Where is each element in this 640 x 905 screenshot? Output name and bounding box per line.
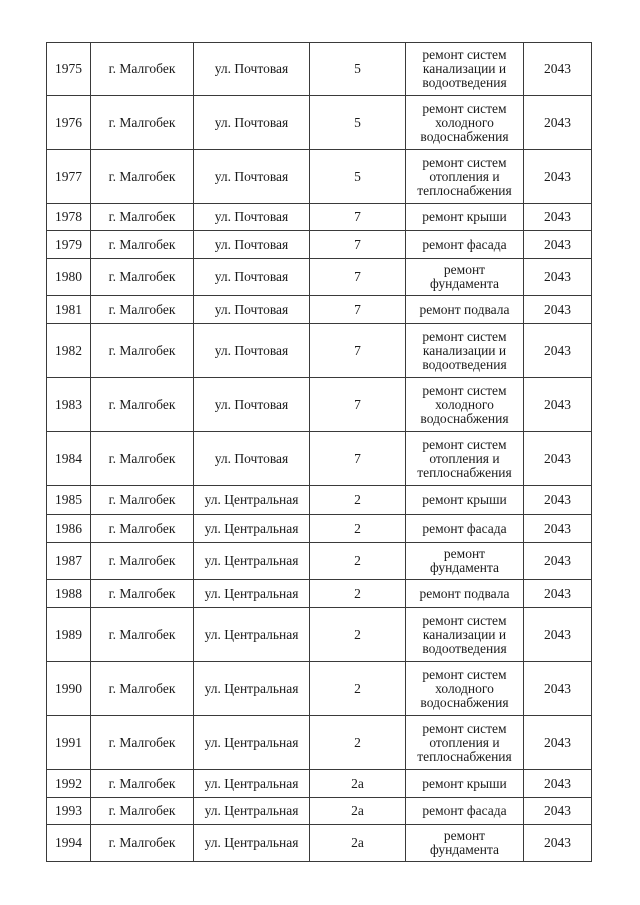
repair-schedule-table — [46, 42, 592, 862]
street-cell: ул. Центральная — [194, 716, 310, 770]
table-row — [47, 296, 592, 324]
row-number-cell: 1981 — [47, 296, 91, 324]
work-type-cell: ремонт фасада — [406, 515, 524, 543]
house-number-cell: 5 — [310, 96, 406, 150]
city-cell: г. Малгобек — [91, 96, 194, 150]
street-cell: ул. Центральная — [194, 608, 310, 662]
city-cell: г. Малгобек — [91, 204, 194, 231]
work-type-cell: ремонт крыши — [406, 486, 524, 515]
table-row — [47, 432, 592, 486]
table-row — [47, 96, 592, 150]
row-number-cell: 1985 — [47, 486, 91, 515]
table-row — [47, 204, 592, 231]
year-cell: 2043 — [524, 580, 592, 608]
table-row — [47, 825, 592, 862]
row-number-cell: 1980 — [47, 259, 91, 296]
row-number-cell: 1994 — [47, 825, 91, 862]
table-row — [47, 798, 592, 825]
house-number-cell: 2 — [310, 608, 406, 662]
table-row — [47, 231, 592, 259]
street-cell: ул. Почтовая — [194, 204, 310, 231]
street-cell: ул. Почтовая — [194, 43, 310, 96]
row-number-cell: 1977 — [47, 150, 91, 204]
work-type-cell: ремонт систем канализации и водоотведения — [406, 324, 524, 378]
work-type-cell: ремонт крыши — [406, 204, 524, 231]
street-cell: ул. Центральная — [194, 825, 310, 862]
year-cell: 2043 — [524, 432, 592, 486]
house-number-cell: 2 — [310, 662, 406, 716]
house-number-cell: 2 — [310, 486, 406, 515]
city-cell: г. Малгобек — [91, 150, 194, 204]
row-number-cell: 1976 — [47, 96, 91, 150]
row-number-cell: 1989 — [47, 608, 91, 662]
row-number-cell: 1979 — [47, 231, 91, 259]
row-number-cell: 1991 — [47, 716, 91, 770]
house-number-cell: 7 — [310, 378, 406, 432]
work-type-cell: ремонт подвала — [406, 296, 524, 324]
street-cell: ул. Центральная — [194, 798, 310, 825]
city-cell: г. Малгобек — [91, 259, 194, 296]
table-row — [47, 515, 592, 543]
street-cell: ул. Центральная — [194, 486, 310, 515]
work-type-cell: ремонт систем отопления и теплоснабжения — [406, 716, 524, 770]
house-number-cell: 7 — [310, 324, 406, 378]
house-number-cell: 7 — [310, 231, 406, 259]
year-cell: 2043 — [524, 378, 592, 432]
house-number-cell: 7 — [310, 432, 406, 486]
work-type-cell: ремонт фундамента — [406, 543, 524, 580]
city-cell: г. Малгобек — [91, 515, 194, 543]
street-cell: ул. Почтовая — [194, 324, 310, 378]
work-type-cell: ремонт фундамента — [406, 259, 524, 296]
work-type-cell: ремонт систем канализации и водоотведения — [406, 43, 524, 96]
city-cell: г. Малгобек — [91, 770, 194, 798]
city-cell: г. Малгобек — [91, 825, 194, 862]
work-type-cell: ремонт систем отопления и теплоснабжения — [406, 432, 524, 486]
street-cell: ул. Почтовая — [194, 96, 310, 150]
row-number-cell: 1990 — [47, 662, 91, 716]
table-row — [47, 580, 592, 608]
work-type-cell: ремонт систем отопления и теплоснабжения — [406, 150, 524, 204]
table-row — [47, 259, 592, 296]
house-number-cell: 5 — [310, 43, 406, 96]
work-type-cell: ремонт крыши — [406, 770, 524, 798]
row-number-cell: 1992 — [47, 770, 91, 798]
city-cell: г. Малгобек — [91, 378, 194, 432]
year-cell: 2043 — [524, 716, 592, 770]
table-row — [47, 486, 592, 515]
city-cell: г. Малгобек — [91, 231, 194, 259]
house-number-cell: 7 — [310, 296, 406, 324]
row-number-cell: 1993 — [47, 798, 91, 825]
year-cell: 2043 — [524, 608, 592, 662]
table-row — [47, 716, 592, 770]
row-number-cell: 1988 — [47, 580, 91, 608]
row-number-cell: 1987 — [47, 543, 91, 580]
year-cell: 2043 — [524, 296, 592, 324]
row-number-cell: 1984 — [47, 432, 91, 486]
street-cell: ул. Почтовая — [194, 378, 310, 432]
table-row — [47, 43, 592, 96]
work-type-cell: ремонт систем холодного водоснабжения — [406, 378, 524, 432]
house-number-cell: 7 — [310, 259, 406, 296]
row-number-cell: 1986 — [47, 515, 91, 543]
year-cell: 2043 — [524, 662, 592, 716]
city-cell: г. Малгобек — [91, 608, 194, 662]
year-cell: 2043 — [524, 486, 592, 515]
house-number-cell: 2 — [310, 543, 406, 580]
year-cell: 2043 — [524, 324, 592, 378]
year-cell: 2043 — [524, 150, 592, 204]
work-type-cell: ремонт фасада — [406, 231, 524, 259]
work-type-cell: ремонт фундамента — [406, 825, 524, 862]
table-row — [47, 770, 592, 798]
house-number-cell: 2 — [310, 580, 406, 608]
city-cell: г. Малгобек — [91, 662, 194, 716]
table-row — [47, 378, 592, 432]
city-cell: г. Малгобек — [91, 43, 194, 96]
table-row — [47, 608, 592, 662]
year-cell: 2043 — [524, 798, 592, 825]
table-body — [47, 43, 592, 862]
street-cell: ул. Почтовая — [194, 432, 310, 486]
street-cell: ул. Центральная — [194, 543, 310, 580]
work-type-cell: ремонт подвала — [406, 580, 524, 608]
street-cell: ул. Почтовая — [194, 150, 310, 204]
work-type-cell: ремонт систем канализации и водоотведения — [406, 608, 524, 662]
city-cell: г. Малгобек — [91, 580, 194, 608]
table-row — [47, 662, 592, 716]
row-number-cell: 1978 — [47, 204, 91, 231]
house-number-cell: 2а — [310, 825, 406, 862]
city-cell: г. Малгобек — [91, 486, 194, 515]
city-cell: г. Малгобек — [91, 543, 194, 580]
house-number-cell: 2а — [310, 798, 406, 825]
year-cell: 2043 — [524, 43, 592, 96]
work-type-cell: ремонт систем холодного водоснабжения — [406, 662, 524, 716]
house-number-cell: 2 — [310, 515, 406, 543]
work-type-cell: ремонт систем холодного водоснабжения — [406, 96, 524, 150]
house-number-cell: 7 — [310, 204, 406, 231]
street-cell: ул. Почтовая — [194, 231, 310, 259]
year-cell: 2043 — [524, 231, 592, 259]
row-number-cell: 1982 — [47, 324, 91, 378]
house-number-cell: 2а — [310, 770, 406, 798]
row-number-cell: 1983 — [47, 378, 91, 432]
house-number-cell: 2 — [310, 716, 406, 770]
city-cell: г. Малгобек — [91, 798, 194, 825]
year-cell: 2043 — [524, 259, 592, 296]
street-cell: ул. Почтовая — [194, 259, 310, 296]
row-number-cell: 1975 — [47, 43, 91, 96]
year-cell: 2043 — [524, 204, 592, 231]
city-cell: г. Малгобек — [91, 716, 194, 770]
street-cell: ул. Почтовая — [194, 296, 310, 324]
city-cell: г. Малгобек — [91, 432, 194, 486]
year-cell: 2043 — [524, 770, 592, 798]
house-number-cell: 5 — [310, 150, 406, 204]
year-cell: 2043 — [524, 96, 592, 150]
street-cell: ул. Центральная — [194, 515, 310, 543]
year-cell: 2043 — [524, 543, 592, 580]
street-cell: ул. Центральная — [194, 770, 310, 798]
street-cell: ул. Центральная — [194, 580, 310, 608]
city-cell: г. Малгобек — [91, 324, 194, 378]
table-row — [47, 324, 592, 378]
table-row — [47, 543, 592, 580]
table-row — [47, 150, 592, 204]
work-type-cell: ремонт фасада — [406, 798, 524, 825]
street-cell: ул. Центральная — [194, 662, 310, 716]
year-cell: 2043 — [524, 515, 592, 543]
year-cell: 2043 — [524, 825, 592, 862]
city-cell: г. Малгобек — [91, 296, 194, 324]
